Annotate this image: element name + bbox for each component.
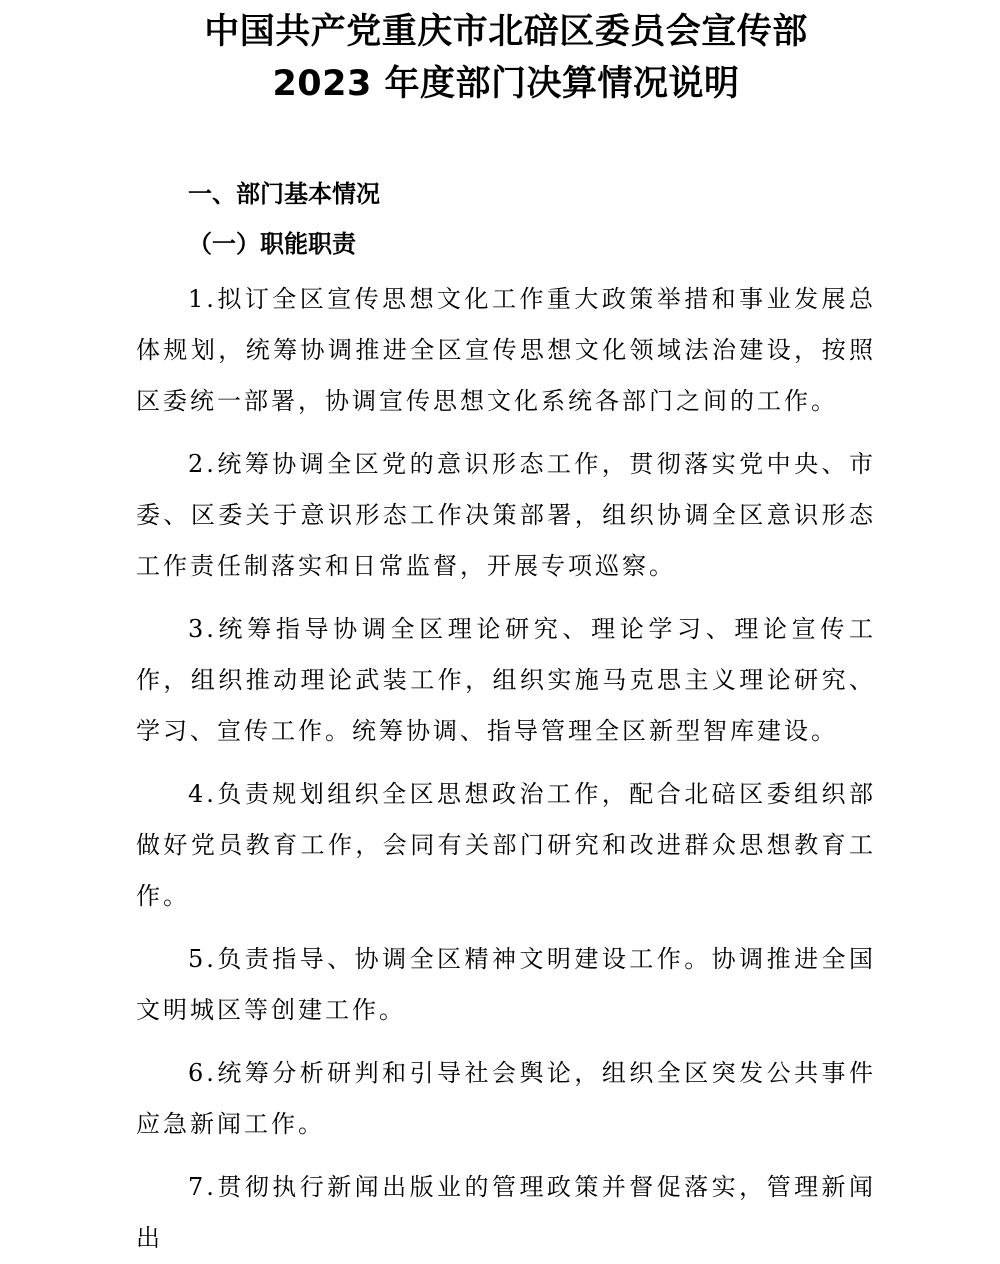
paragraph-2: 2.统筹协调全区党的意识形态工作，贯彻落实党中央、市委、区委关于意识形态工作决策部署，组织协调全区意识形态工作责任制落实和日常监督，开展专项巡察。 bbox=[136, 450, 876, 580]
sub-heading: （一）职能职责 bbox=[188, 229, 356, 258]
title-line-2: 2023 年度部门决算情况说明 bbox=[272, 64, 740, 104]
paragraph-6: 6.统筹分析研判和引导社会舆论，组织全区突发公共事件应急新闻工作。 bbox=[136, 1059, 876, 1138]
section-heading: 一、部门基本情况 bbox=[188, 180, 380, 208]
title-line-1: 中国共产党重庆市北碚区委员会宣传部 bbox=[204, 12, 808, 52]
paragraph-7: 7.贯彻执行新闻出版业的管理政策并督促落实，管理新闻出 bbox=[136, 1173, 876, 1252]
paragraph-4: 4.负责规划组织全区思想政治工作，配合北碚区委组织部做好党员教育工作，会同有关部门研究和改进群众思想教育工作。 bbox=[136, 780, 876, 910]
document-title bbox=[136, 0, 876, 110]
paragraph-5: 5.负责指导、协调全区精神文明建设工作。协调推进全国文明城区等创建工作。 bbox=[136, 945, 876, 1024]
paragraph-1: 1.拟订全区宣传思想文化工作重大政策举措和事业发展总体规划，统筹协调推进全区宣传思想文化领域法治建设，按照区委统一部署，协调宣传思想文化系统各部门之间的工作。 bbox=[136, 285, 876, 415]
paragraph-3: 3.统筹指导协调全区理论研究、理论学习、理论宣传工作，组织推动理论武装工作，组织实施马克思主义理论研究、学习、宣传工作。统筹协调、指导管理全区新型智库建设。 bbox=[136, 615, 876, 745]
